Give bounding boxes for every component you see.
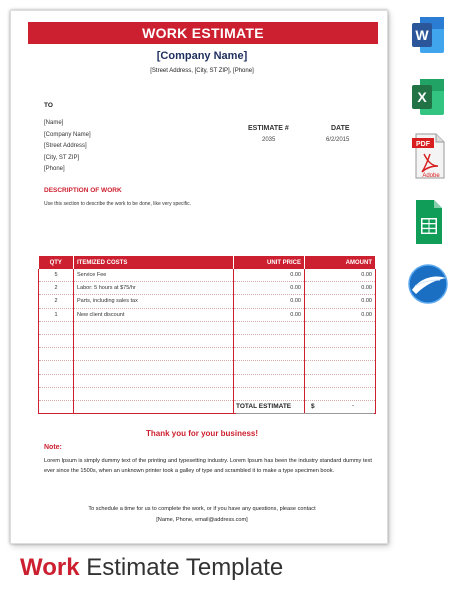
cell-qty (39, 374, 74, 387)
itemized-costs-table (38, 256, 376, 414)
table-row (39, 334, 376, 347)
table-row (39, 361, 376, 374)
table-header-row (39, 256, 376, 269)
excel-icon[interactable] (410, 76, 446, 118)
cell-qty: 2 (39, 295, 74, 308)
cell-qty (39, 400, 74, 413)
column-header-unit-price: UNIT PRICE (234, 256, 305, 269)
cell-qty: 1 (39, 308, 74, 321)
cell-unit-price: 0.00 (234, 282, 305, 295)
description-title: DESCRIPTION OF WORK (44, 187, 122, 194)
note-title: Note: (44, 444, 62, 451)
cell-item (74, 361, 234, 374)
total-underline (236, 413, 374, 414)
openoffice-icon[interactable] (406, 262, 450, 306)
google-sheets-icon[interactable] (410, 198, 446, 246)
to-label: TO (44, 102, 53, 109)
cell-unit-price (234, 334, 305, 347)
description-text: Use this section to describe the work to be done, like very specific. (44, 201, 192, 207)
cell-amount: 0.00 (305, 308, 376, 321)
pdf-icon[interactable] (410, 132, 448, 182)
recipient-phone: [Phone] (44, 166, 65, 172)
column-header-itemized-costs: ITEMIZED COSTS (74, 256, 234, 269)
note-text: Lorem Ipsum is simply dummy text of the printing and typesetting industry. Lorem Ipsum has been the industry standard dummy text ever since the 1500s, when an unknown printer took a galley of type and scrambled it to make a type specimen book. (44, 458, 372, 474)
template-title (20, 554, 283, 582)
cell-unit-price: 0.00 (234, 308, 305, 321)
cell-qty (39, 348, 74, 361)
cell-qty: 5 (39, 269, 74, 282)
date-label: DATE (331, 125, 350, 132)
table-row (39, 308, 376, 321)
recipient-city: [City, ST ZIP] (44, 154, 80, 161)
word-icon[interactable] (410, 14, 446, 56)
cell-item (74, 387, 234, 400)
estimate-title: WORK ESTIMATE (28, 22, 378, 44)
table-row (39, 400, 376, 413)
table-row (39, 269, 376, 282)
cell-item (74, 348, 234, 361)
recipient-block (44, 118, 91, 176)
total-estimate-label: TOTAL ESTIMATE (236, 403, 292, 410)
cell-qty (39, 334, 74, 347)
word-letter: W (415, 27, 429, 43)
cell-amount (305, 400, 376, 413)
table-row (39, 348, 376, 361)
cell-unit-price (234, 374, 305, 387)
cell-item (74, 321, 234, 334)
cell-unit-price (234, 321, 305, 334)
template-title-bold: Work (20, 554, 80, 581)
cell-item: New client discount (74, 308, 234, 321)
schedule-text: To schedule a time for us to complete the work, or if you have any questions, please contact (88, 506, 316, 512)
estimate-number-label: ESTIMATE # (248, 125, 289, 132)
company-name: [Company Name] (156, 50, 248, 62)
cell-unit-price (234, 387, 305, 400)
contact-info: [Name, Phone, email@address.com] (156, 517, 248, 523)
thank-you-message: Thank you for your business! (145, 429, 258, 438)
cell-amount (305, 348, 376, 361)
column-header-qty: QTY (39, 256, 74, 269)
cell-unit-price (234, 361, 305, 374)
cell-amount: 0.00 (305, 269, 376, 282)
template-title-rest: Estimate Template (79, 554, 284, 581)
date-value: 6/2/2015 (326, 137, 350, 143)
company-address: [Street Address, [City, ST ZIP], [Phone] (150, 68, 254, 74)
cell-item (74, 400, 234, 413)
table-row (39, 374, 376, 387)
cell-amount (305, 334, 376, 347)
recipient-street: [Street Address] (44, 143, 87, 149)
cell-item: Service Fee (74, 269, 234, 282)
table-row (39, 321, 376, 334)
adobe-label: Adobe (422, 173, 440, 179)
recipient-company: [Company Name] (44, 131, 91, 138)
cell-item: Parts, including sales tax (74, 295, 234, 308)
cell-amount: 0.00 (305, 282, 376, 295)
cell-amount (305, 387, 376, 400)
cell-amount (305, 321, 376, 334)
table-row (39, 295, 376, 308)
cell-item (74, 374, 234, 387)
table-row (39, 282, 376, 295)
estimate-number-value: 2035 (262, 137, 276, 143)
cell-item (74, 334, 234, 347)
total-value: - (352, 403, 354, 409)
cell-qty (39, 321, 74, 334)
cell-item: Labor: 5 hours at $75/hr (74, 282, 234, 295)
recipient-name: [Name] (44, 120, 64, 126)
cell-amount: 0.00 (305, 295, 376, 308)
cell-amount (305, 361, 376, 374)
cell-qty (39, 387, 74, 400)
column-header-amount: AMOUNT (305, 256, 376, 269)
total-currency: $ (311, 403, 315, 410)
cell-qty (39, 361, 74, 374)
cell-amount (305, 374, 376, 387)
excel-letter: X (417, 89, 427, 105)
cell-unit-price (234, 348, 305, 361)
cell-unit-price: 0.00 (234, 295, 305, 308)
table-row (39, 387, 376, 400)
cell-qty: 2 (39, 282, 74, 295)
cell-unit-price: 0.00 (234, 269, 305, 282)
pdf-label: PDF (416, 141, 430, 148)
